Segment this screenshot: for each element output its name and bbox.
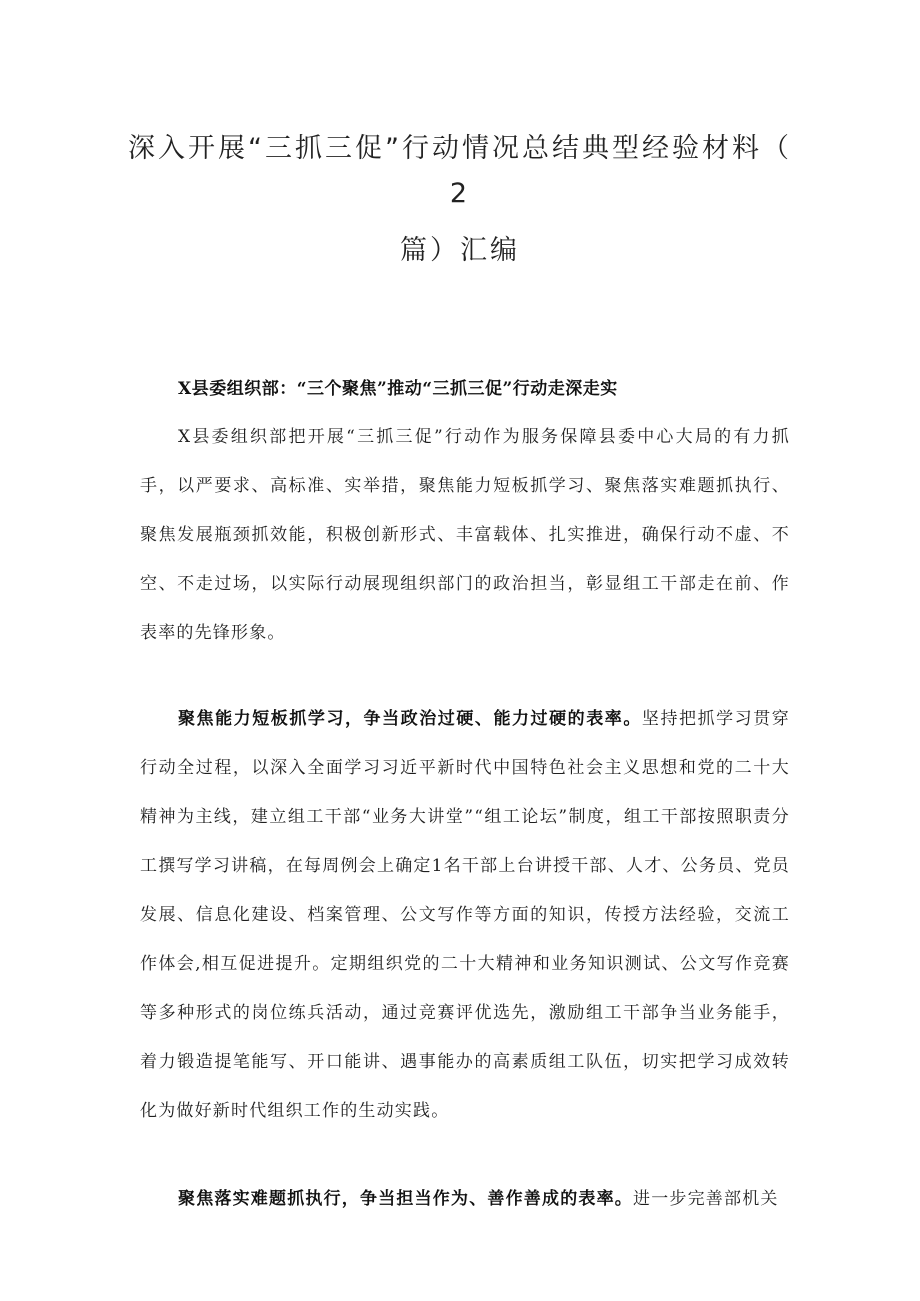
section-heading: X县委组织部：“三个聚焦”推动“三抓三促”行动走深走实 — [178, 379, 618, 399]
paragraph-study — [140, 695, 790, 1136]
document-title-line-1: 深入开展“三抓三促”行动情况总结典型经验材料（ — [128, 133, 792, 164]
paragraph-body: 进一步完善部机关 — [633, 1189, 779, 1209]
paragraph-lead: 聚焦能力短板抓学习，争当政治过硬、能力过硬的表率。 — [178, 709, 642, 729]
document-title-line-2: 2 — [449, 178, 471, 209]
document-title-line-3: 篇）汇编 — [400, 235, 520, 266]
paragraph-intro — [140, 413, 790, 658]
paragraph-execution — [140, 1175, 790, 1224]
paragraph-lead: 聚焦落实难题抓执行，争当担当作为、善作善成的表率。 — [178, 1189, 633, 1209]
paragraph-body: X县委组织部把开展“三抓三促”行动作为服务保障县委中心大局的有力抓手，以严要求、高标准、实举措，聚焦能力短板抓学习、聚焦落实难题抓执行、聚焦发展瓶颈抓效能，积极创新形式、丰富载体、扎实推进，确保行动不虚、不空、不走过场，以实际行动展现组织部门的政治担当，彰显组工干部走在前、作表率的先锋形象。 — [140, 427, 790, 643]
paragraph-body: 坚持把抓学习贯穿行动全过程，以深入全面学习习近平新时代中国特色社会主义思想和党的二十大精神为主线，建立组工干部“业务大讲堂”“组工论坛”制度，组工干部按照职责分工撰写学习讲稿，在每周例会上确定1名干部上台讲授干部、人才、公务员、党员发展、信息化建设、档案管理、公文写作等方面的知识，传授方法经验，交流工作体会,相互促进提升。定期组织党的二十大精神和业务知识测试、公文写作竞赛等多种形式的岗位练兵活动，通过竞赛评优选先，激励组工干部争当业务能手，着力锻造提笔能写、开口能讲、遇事能办的高素质组工队伍，切实把学习成效转化为做好新时代组织工作的生动实践。 — [140, 709, 790, 1121]
